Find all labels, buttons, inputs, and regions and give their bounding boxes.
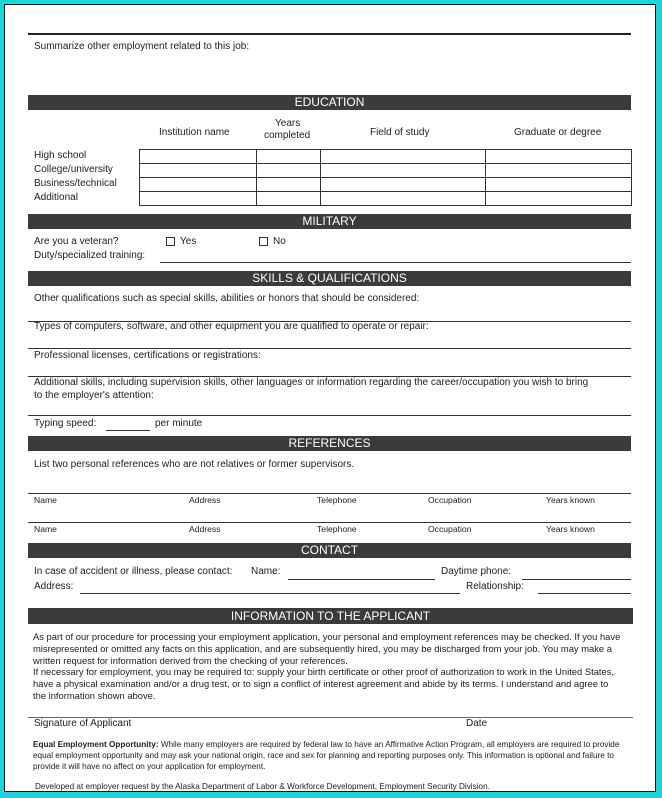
cell[interactable]: [486, 150, 632, 164]
ref-years: Years known: [546, 524, 595, 534]
cell[interactable]: [321, 150, 486, 164]
ref-address: Address: [189, 524, 221, 534]
name-label: Name:: [251, 566, 281, 577]
signature-label: Signature of Applicant: [34, 718, 132, 729]
duty-label: Duty/specialized training:: [34, 250, 146, 261]
computers-label: Types of computers, software, and other equipment you are qualified to operate or repair:: [34, 321, 429, 332]
ref-name: Name: [34, 524, 57, 534]
no-label: No: [273, 236, 286, 247]
typing-speed-label: Typing speed:: [34, 418, 97, 429]
no-checkbox[interactable]: [259, 237, 268, 246]
row-college: College/university: [34, 164, 113, 175]
cell[interactable]: [486, 164, 632, 178]
yes-checkbox[interactable]: [166, 237, 175, 246]
cell[interactable]: [140, 192, 257, 206]
col-years-2: completed: [264, 130, 311, 141]
daytime-phone-label: Daytime phone:: [441, 566, 512, 577]
divider: [28, 33, 631, 35]
cell[interactable]: [257, 192, 321, 206]
additional-skills-label-2: to the employer's attention:: [34, 390, 154, 401]
reference-line-2[interactable]: [28, 522, 631, 523]
contact-name-input[interactable]: [288, 579, 435, 580]
cell[interactable]: [486, 178, 632, 192]
cell[interactable]: [257, 150, 321, 164]
eeo-statement: [33, 739, 623, 772]
date-label: Date: [466, 718, 488, 729]
duty-input-line[interactable]: [160, 262, 631, 263]
other-qualifications-label: Other qualifications such as special skills, abilities or honors that should be considered:: [34, 293, 420, 304]
cell[interactable]: [140, 164, 257, 178]
cell[interactable]: [321, 164, 486, 178]
row-high-school: High school: [34, 150, 87, 161]
licenses-label: Professional licenses, certifications or registrations:: [34, 350, 261, 361]
eeo-text: While many employers are required by federal law to have an Affirmative Action Program, all employers are required to provide equal employment opportunity and may ask your national origin, race and sex for planning and reporting purposes only. This information is optional and failure to provide it will have no affect on your application for employment.: [33, 740, 620, 771]
typing-speed-input[interactable]: [106, 430, 150, 431]
education-header: EDUCATION: [28, 95, 631, 110]
info-header: INFORMATION TO THE APPLICANT: [28, 608, 633, 624]
contact-address-input[interactable]: [80, 593, 460, 594]
cell[interactable]: [321, 192, 486, 206]
veteran-label: Are you a veteran?: [34, 236, 119, 247]
cell[interactable]: [486, 192, 632, 206]
address-label: Address:: [34, 581, 74, 592]
col-field: Field of study: [370, 127, 430, 138]
ref-occupation: Occupation: [428, 524, 472, 534]
military-header: MILITARY: [28, 214, 631, 229]
cell[interactable]: [321, 178, 486, 192]
answer-line[interactable]: [28, 348, 631, 349]
daytime-phone-input[interactable]: [522, 579, 631, 580]
cell[interactable]: [257, 164, 321, 178]
ref-name: Name: [34, 495, 57, 505]
reference-line-1[interactable]: [28, 493, 631, 494]
info-paragraph-2: If necessary for employment, you may be required to: supply your birth certificate or other proof of authorization to work in the United States, have a physical examination and/or a drug test, or to sign a conflict of interest agreement and abide by its terms. I understand and agree to the information shown above.: [33, 666, 615, 701]
col-years-1: Years: [275, 118, 301, 129]
info-paragraph-1: As part of our procedure for processing your employment application, your personal and employment references may be checked. If you have misrepresented or omitted any facts on this application, and are subsequently hired, you may be discharged from your job. You may make a written request for information derived from the checking of your references.: [33, 631, 621, 666]
typing-unit: per minute: [155, 418, 203, 429]
yes-label: Yes: [180, 236, 197, 247]
references-header: REFERENCES: [28, 436, 631, 451]
emergency-label: In case of accident or illness, please contact:: [34, 566, 233, 577]
relationship-label: Relationship:: [466, 581, 524, 592]
cell[interactable]: [257, 178, 321, 192]
skills-header: SKILLS & QUALIFICATIONS: [28, 271, 631, 286]
eeo-title: Equal Employment Opportunity:: [33, 740, 159, 749]
col-institution: Institution name: [159, 127, 230, 138]
ref-telephone: Telephone: [317, 524, 357, 534]
row-business: Business/technical: [34, 178, 117, 189]
footer-note: Developed at employer request by the Alaska Department of Labor & Workforce Development, Employment Security Division.: [35, 782, 490, 791]
cell[interactable]: [140, 178, 257, 192]
cell[interactable]: [140, 150, 257, 164]
answer-line[interactable]: [28, 415, 631, 416]
summarize-label: Summarize other employment related to this job:: [34, 41, 250, 52]
ref-occupation: Occupation: [428, 495, 472, 505]
col-degree: Graduate or degree: [514, 127, 602, 138]
ref-telephone: Telephone: [317, 495, 357, 505]
education-table: [139, 149, 632, 206]
ref-address: Address: [189, 495, 221, 505]
references-intro: List two personal references who are not relatives or former supervisors.: [34, 459, 355, 470]
row-additional: Additional: [34, 192, 78, 203]
relationship-input[interactable]: [538, 593, 631, 594]
contact-header: CONTACT: [28, 543, 631, 558]
additional-skills-label: Additional skills, including supervision skills, other languages or information regarding the career/occupation you wish to bring: [34, 377, 589, 388]
ref-years: Years known: [546, 495, 595, 505]
